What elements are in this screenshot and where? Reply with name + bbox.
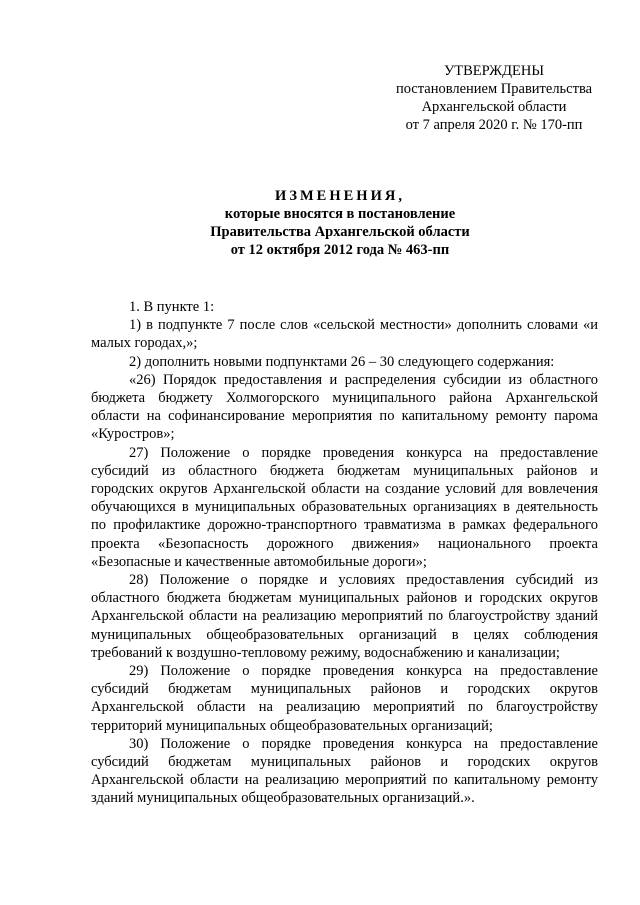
document-title (80, 187, 600, 259)
title-reference-date: от 12 октября 2012 года № 463-пп (230, 242, 450, 258)
paragraph-point-30: 30) Положение о порядке проведения конкурса на предоставление субсидий бюджетам муниципальных районов и городских округов Архангельской области на реализацию мероприятий по капитальному ремонту зданий муниципальных общеобразовательных организаций.». (91, 735, 598, 807)
paragraph-point-26: «26) Порядок предоставления и распределения субсидии из областного бюджета бюджету Холмогорского муниципального района Архангельской области на софинансирование мероприятия по капитальному ремонту парома «Куростров»; (91, 371, 598, 443)
approval-issuer: постановлением Правительства (395, 81, 593, 97)
approval-date: от 7 апреля 2020 г. № 170-пп (405, 117, 583, 133)
document-body (91, 298, 598, 808)
title-subtitle: которые вносятся в постановление (224, 206, 456, 222)
paragraph-point-28: 28) Положение о порядке и условиях предоставления субсидий из областного бюджета бюджетам муниципальных районов и городских округов Архангельской области на реализацию мероприятий по благоустройству зданий муниципальных общеобразовательных организаций в целях соблюдения требований к воздушно-тепловому режиму, водоснабжению и канализации; (91, 572, 598, 661)
paragraph-point-29: 29) Положение о порядке проведения конкурса на предоставление субсидий бюджетам муниципальных районов и городских округов Архангельской области на реализацию мероприятий по благоустройству территорий муниципальных общеобразовательных организаций; (91, 663, 598, 734)
approval-stamp (384, 62, 604, 134)
paragraph-point-27: 27) Положение о порядке проведения конкурса на предоставление субсидий из областного бюджета бюджетам муниципальных районов и городских округов Архангельской области на создание условий для вовлечения обучающихся в муниципальных образовательных организациях в деятельность по профилактике дорожно-транспортного травматизма в рамках федерального проекта «Безопасность дорожного движения» национального проекта «Безопасные и качественные автомобильные дороги»; (91, 444, 598, 570)
approval-region: Архангельской области (421, 99, 567, 115)
paragraph-subitem-2: 2) дополнить новыми подпунктами 26 – 30 следующего содержания: (129, 353, 555, 370)
paragraph-item-1: 1. В пункте 1: (129, 299, 215, 315)
title-government: Правительства Архангельской области (210, 224, 470, 240)
approval-heading: УТВЕРЖДЕНЫ (443, 63, 545, 79)
paragraph-subitem-1: 1) в подпункте 7 после слов «сельской местности» дополнить словами «и малых городах,»; (91, 317, 598, 352)
title-heading: ИЗМЕНЕНИЯ, (275, 188, 405, 204)
